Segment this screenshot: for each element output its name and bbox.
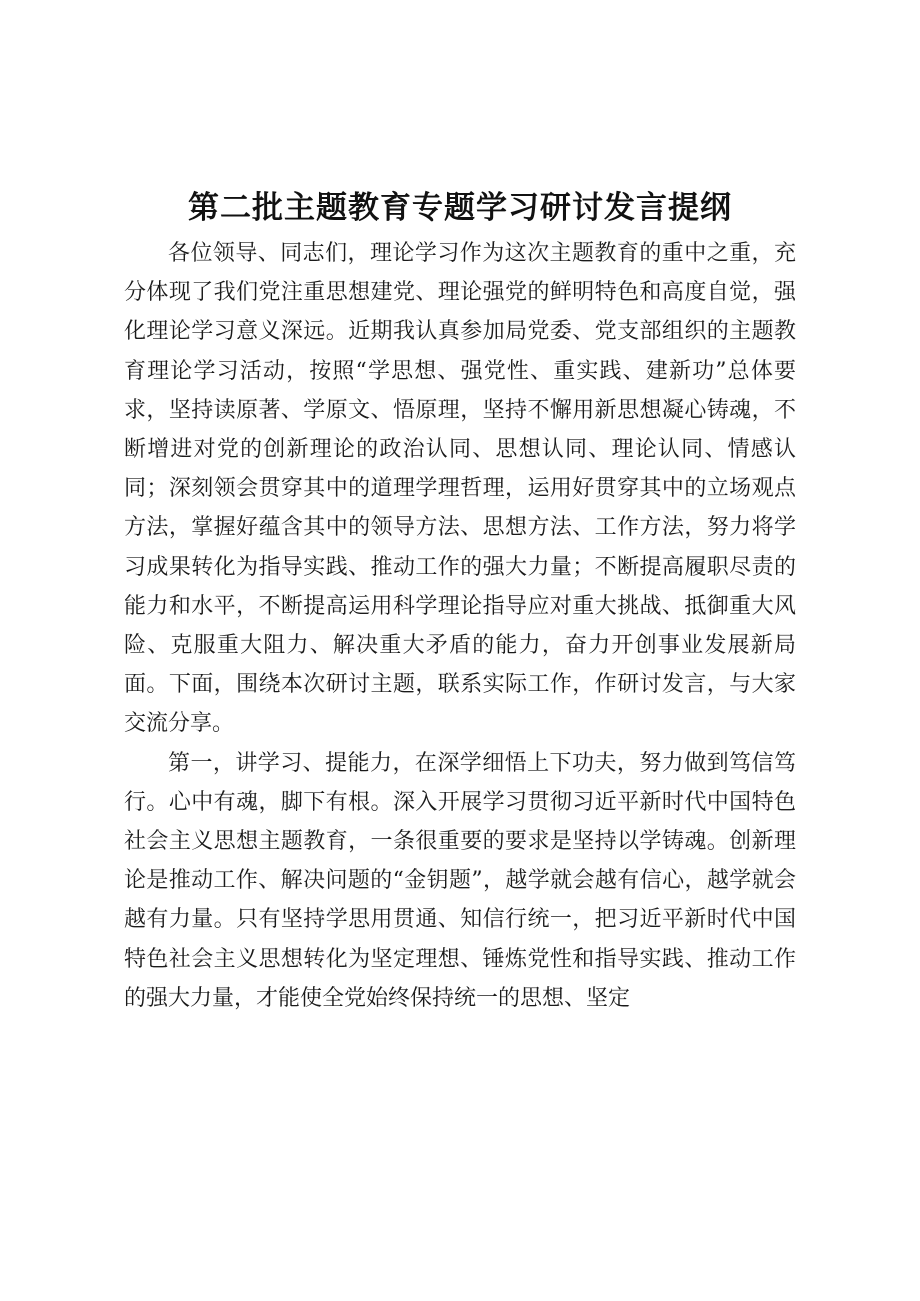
document-title: 第二批主题教育专题学习研讨发言提纲 <box>188 190 732 226</box>
paragraph-intro: 各位领导、同志们，理论学习作为这次主题教育的重中之重，充分体现了我们党注重思想建党、理论强党的鲜明特色和高度自觉，强化理论学习意义深远。近期我认真参加局党委、党支部组织的主题教育理论学习活动，按照“学思想、强党性、重实践、建新功”总体要求，坚持读原著、学原文、悟原理，坚持不懈用新思想凝心铸魂，不断增进对党的创新理论的政治认同、思想认同、理论认同、情感认同；深刻领会贯穿其中的道理学理哲理，运用好贯穿其中的立场观点方法，掌握好蕴含其中的领导方法、思想方法、工作方法，努力将学习成果转化为指导实践、推动工作的强大力量；不断提高履职尽责的能力和水平，不断提高运用科学理论指导应对重大挑战、抵御重大风险、克服重大阻力、解决重大矛盾的能力，奋力开创事业发展新局面。下面，围绕本次研讨主题，联系实际工作，作研讨发言，与大家交流分享。 <box>124 241 796 737</box>
paragraph-first-point: 第一，讲学习、提能力，在深学细悟上下功夫，努力做到笃信笃行。心中有魂，脚下有根。深入开展学习贯彻习近平新时代中国特色社会主义思想主题教育，一条很重要的要求是坚持以学铸魂。创新理论是推动工作、解决问题的“金钥题”，越学就会越有信心，越学就会越有力量。只有坚持学思用贯通、知信行统一，把习近平新时代中国特色社会主义思想转化为坚定理想、锤炼党性和指导实践、推动工作的强大力量，才能使全党始终保持统一的思想、坚定 <box>124 750 796 1011</box>
document-body <box>124 234 796 1018</box>
